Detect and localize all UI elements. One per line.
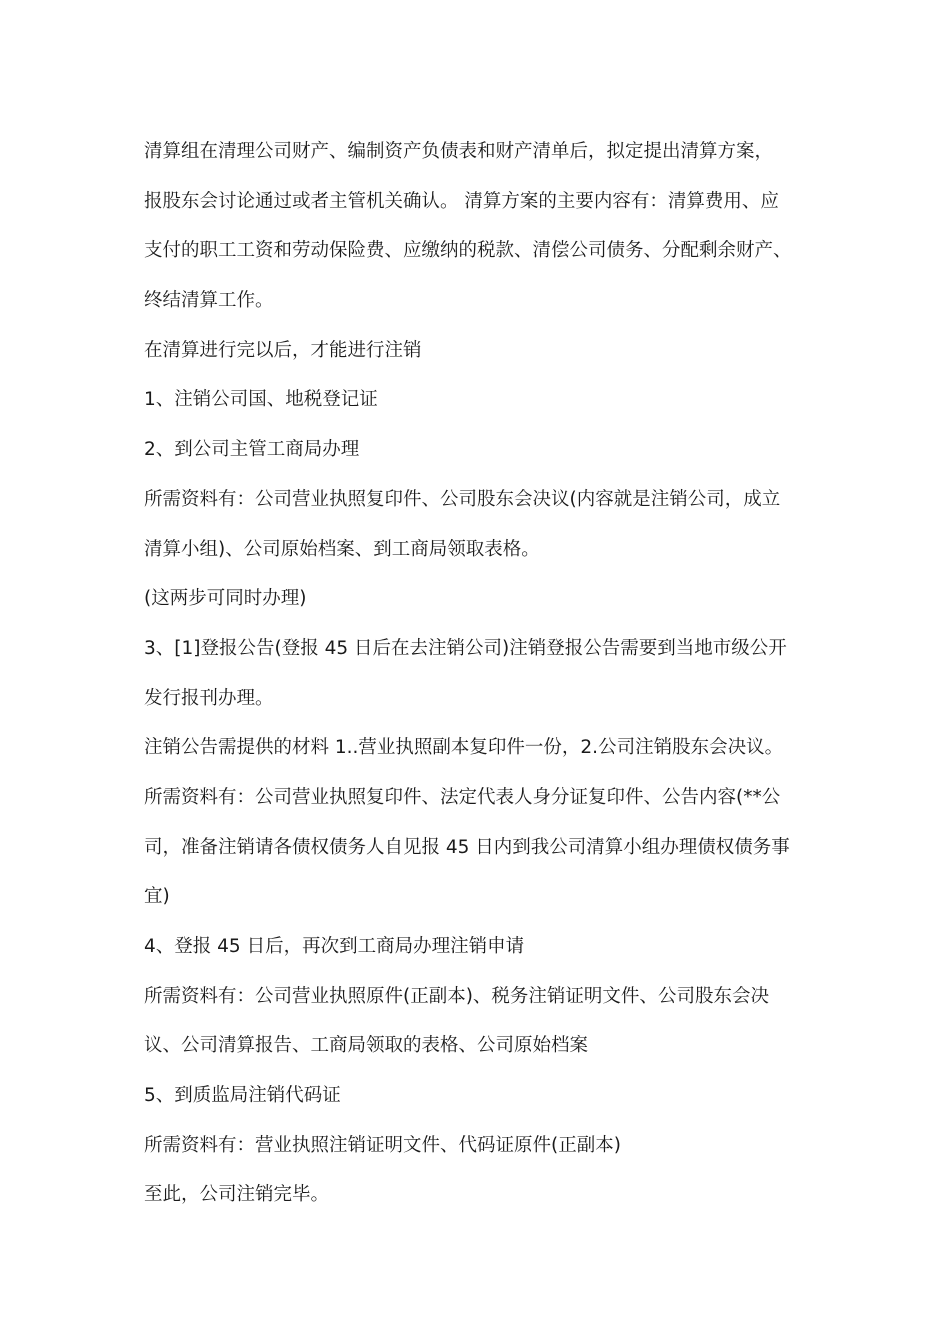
list-item: 4、登报 45 日后，再次到工商局办理注销申请	[144, 936, 525, 957]
text-line: 至此，公司注销完毕。	[144, 1184, 330, 1206]
text-line: 终结清算工作。	[144, 290, 274, 312]
text-line: 所需资料有：公司营业执照复印件、公司股东会决议(内容就是注销公司，成立	[144, 488, 781, 510]
text-line: 宜)	[144, 886, 170, 908]
text-line: 注销公告需提供的材料 1..营业执照副本复印件一份，2.公司注销股东会决议。	[144, 737, 784, 759]
text-line: 议、公司清算报告、工商局领取的表格、公司原始档案	[144, 1035, 589, 1057]
text-line: 报股东会讨论通过或者主管机关确认。 清算方案的主要内容有：清算费用、应	[144, 190, 779, 212]
list-item: 1、注销公司国、地税登记证	[144, 389, 378, 411]
text-line: 清算小组)、公司原始档案、到工商局领取表格。	[144, 538, 540, 560]
text-line: 清算组在清理公司财产、编制资产负债表和财产清单后，拟定提出清算方案，	[144, 141, 774, 162]
document-body	[144, 127, 810, 1220]
text-line: 所需资料有：公司营业执照原件(正副本)、税务注销证明文件、公司股东会决	[144, 985, 769, 1007]
text-line: 司，准备注销请各债权债务人自见报 45 日内到我公司清算小组办理债权债务事	[144, 836, 790, 858]
text-line: 所需资料有：营业执照注销证明文件、代码证原件(正副本)	[144, 1134, 621, 1156]
text-line: 支付的职工工资和劳动保险费、应缴纳的税款、清偿公司债务、分配剩余财产、	[144, 240, 792, 262]
text-line: 发行报刊办理。	[144, 687, 274, 709]
list-item: 3、[1]登报公告(登报 45 日后在去注销公司)注销登报公告需要到当地市级公开	[144, 637, 787, 659]
list-item: 5、到质监局注销代码证	[144, 1085, 341, 1107]
text-line: (这两步可同时办理)	[144, 588, 307, 610]
list-item: 2、到公司主管工商局办理	[144, 439, 360, 461]
text-line: 在清算进行完以后，才能进行注销	[144, 339, 422, 361]
text-line: 所需资料有：公司营业执照复印件、法定代表人身分证复印件、公告内容(**公	[144, 786, 781, 808]
